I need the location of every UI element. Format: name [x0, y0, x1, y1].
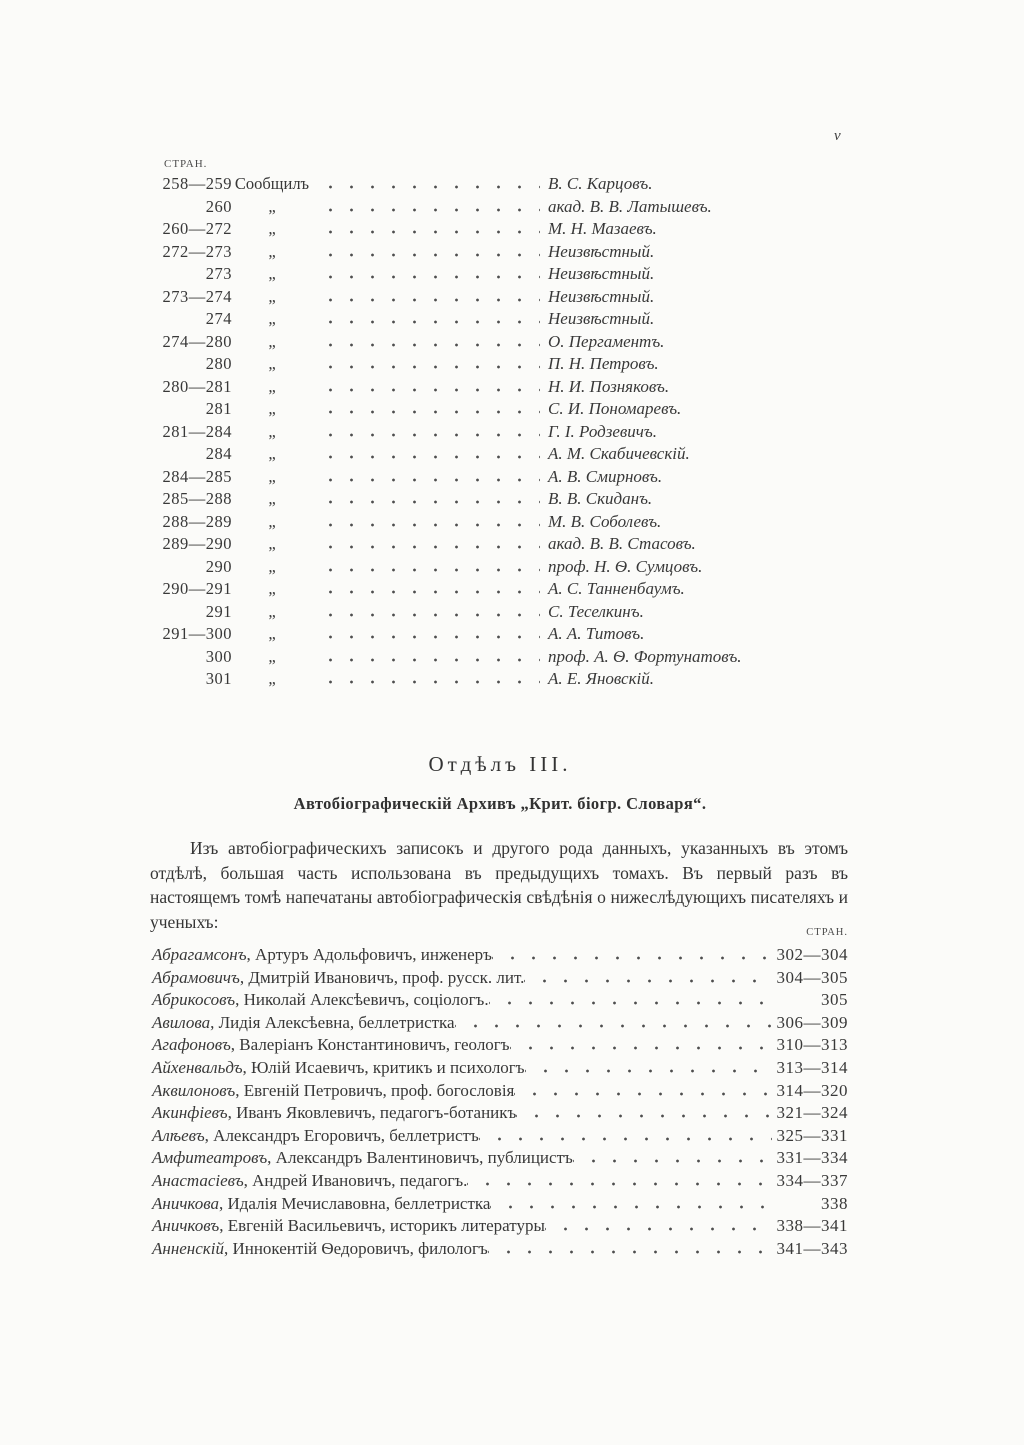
- contributor-name: проф. А. Ѳ. Фортунатовъ.: [548, 646, 742, 666]
- contributor-label: „: [268, 444, 276, 463]
- dot-leader: [312, 672, 540, 684]
- entry-row: [152, 1034, 848, 1057]
- contributor-label: „: [268, 466, 276, 486]
- entry-name: Айхенвальдъ: [152, 1057, 243, 1077]
- contributor-pages: 281—284: [162, 421, 232, 441]
- contributor-row: [160, 286, 820, 309]
- contributor-pages: 258—259: [162, 174, 232, 193]
- dot-leader: [514, 1084, 772, 1096]
- contributor-name: Н. И. Позняковъ.: [548, 376, 670, 396]
- contributor-row: [160, 241, 820, 264]
- contributor-label: „: [268, 399, 276, 418]
- entry-pages: 331—334: [776, 1148, 848, 1168]
- contributor-name: Неизвѣстный.: [548, 264, 655, 283]
- entry-name: Алѣевъ: [152, 1125, 205, 1145]
- contributor-pages: 280: [205, 354, 232, 373]
- entry-name: Абрагамсонъ: [152, 945, 247, 964]
- contributor-row: [160, 466, 820, 489]
- contributor-name: А. Е. Яновскій.: [548, 669, 655, 688]
- contributor-row: [160, 533, 820, 556]
- dot-leader: [312, 177, 540, 189]
- dot-leader: [312, 582, 540, 594]
- contributor-name: О. Пергаментъ.: [548, 331, 665, 351]
- contributor-row: [160, 196, 820, 219]
- entry-details: , Иванъ Яковлевичъ, педагогъ-ботаникъ: [227, 1103, 517, 1123]
- entry-details: , Валеріанъ Константиновичъ, геологъ: [230, 1035, 510, 1055]
- entry-row: [152, 1170, 848, 1193]
- contributor-label: „: [268, 646, 276, 666]
- entry-text: [152, 1012, 455, 1035]
- entry-name: Аничкова: [152, 1193, 219, 1213]
- dot-leader: [455, 1016, 772, 1028]
- entry-pages: 302—304: [776, 945, 848, 964]
- contributor-name: А. В. Смирновъ.: [548, 466, 663, 486]
- contributor-label: „: [268, 556, 276, 576]
- contributor-row: [160, 488, 820, 511]
- section-title: Отдѣлъ III.: [428, 752, 572, 776]
- entry-text: [152, 1080, 514, 1103]
- section-subtitle: Автобіографическій Архивъ „Крит. біогр. Словаря“.: [293, 794, 707, 813]
- dot-leader: [467, 1174, 772, 1186]
- contributor-pages: 289—290: [162, 534, 232, 553]
- dot-leader: [312, 605, 540, 617]
- entry-name: Абрамовичъ: [152, 967, 240, 987]
- contributor-name: В. С. Карцовъ.: [548, 174, 653, 193]
- contributor-name: В. В. Скиданъ.: [548, 489, 653, 508]
- entry-row: [152, 1080, 848, 1103]
- entry-pages: 305: [821, 990, 848, 1010]
- contributor-label: „: [268, 624, 276, 643]
- entry-details: , Артуръ Адольфовичъ, инженеръ: [246, 945, 492, 964]
- dot-leader: [489, 993, 772, 1005]
- entry-details: , Иннокентій Ѳедоровичъ, филологъ: [223, 1238, 488, 1258]
- entry-pages: 321—324: [776, 1103, 848, 1123]
- dot-leader: [312, 650, 540, 662]
- entry-name: Агафоновъ: [152, 1035, 231, 1055]
- entry-pages: 313—314: [776, 1057, 848, 1077]
- contributor-label: „: [268, 376, 276, 396]
- entry-details: , Николай Алексѣевичъ, соціологъ.: [235, 990, 489, 1010]
- contributor-name: проф. Н. Ѳ. Сумцовъ.: [548, 556, 703, 576]
- dot-leader: [312, 312, 540, 324]
- entry-details: , Андрей Ивановичъ, педагогъ.: [243, 1170, 468, 1190]
- contributor-row: [160, 376, 820, 399]
- dot-leader: [312, 560, 540, 572]
- contributor-row: [160, 601, 820, 624]
- dot-leader: [524, 971, 772, 983]
- entry-pages: 314—320: [776, 1080, 848, 1100]
- contributor-label: „: [268, 196, 276, 216]
- contributor-row: [160, 218, 820, 241]
- entry-details: , Евгеній Васильевичъ, историкъ литературы: [219, 1216, 545, 1236]
- contributor-label: „: [268, 264, 276, 283]
- contributor-row: [160, 263, 820, 286]
- entry-details: , Александръ Валентиновичъ, публицистъ: [267, 1148, 573, 1168]
- entry-pages: 325—331: [776, 1125, 848, 1145]
- page-folio: v: [834, 128, 841, 144]
- entry-details: , Александръ Егоровичъ, беллетристъ: [204, 1125, 479, 1145]
- entry-row: [152, 1125, 848, 1148]
- contributor-pages: 290—291: [162, 579, 232, 598]
- entry-row: [152, 1012, 848, 1035]
- entry-row: [152, 1215, 848, 1238]
- contributor-row: [160, 398, 820, 421]
- contributor-label: „: [268, 421, 276, 441]
- entry-row: [152, 1238, 848, 1261]
- entry-text: [152, 989, 489, 1012]
- dot-leader: [312, 402, 540, 414]
- entry-text: [152, 1034, 510, 1057]
- entry-name: Аквилоновъ: [152, 1080, 236, 1100]
- entry-text: [152, 1170, 467, 1193]
- dot-leader: [488, 1242, 772, 1254]
- entry-pages: 306—309: [776, 1012, 848, 1032]
- dot-leader: [312, 425, 540, 437]
- contributor-label: „: [268, 354, 276, 373]
- entry-text: [152, 1125, 479, 1148]
- contributor-pages: 274—280: [162, 331, 232, 351]
- contributor-pages: 284—285: [162, 466, 232, 486]
- entry-row: [152, 1057, 848, 1080]
- contributor-name: С. Теселкинъ.: [548, 601, 644, 621]
- dot-leader: [312, 470, 540, 482]
- contributor-name: А. А. Титовъ.: [548, 624, 645, 643]
- contributor-row: [160, 308, 820, 331]
- dot-leader: [525, 1061, 772, 1073]
- contributor-pages: 284: [205, 444, 232, 463]
- intro-paragraph: Изъ автобіографическихъ записокъ и другого рода данныхъ, указанныхъ въ этомъ отдѣлѣ, большая часть использована въ предыдущихъ томахъ. Въ первый разъ въ настоящемъ томѣ напечатаны автобіографическія свѣдѣнія о нижеслѣдующихъ писателяхъ и ученыхъ:: [150, 838, 848, 932]
- entry-text: [152, 1057, 525, 1080]
- contributor-pages: 301: [205, 669, 232, 688]
- entry-name: Абрикосовъ: [152, 990, 236, 1010]
- entry-text: [152, 967, 524, 990]
- contributor-pages: 281: [205, 399, 232, 418]
- entry-name: Аничковъ: [152, 1216, 220, 1236]
- entry-row: [152, 1147, 848, 1170]
- contributor-row: [160, 353, 820, 376]
- entry-name: Анненскій: [152, 1238, 224, 1258]
- entry-pages: 338: [821, 1193, 848, 1213]
- contributor-pages: 285—288: [162, 489, 232, 508]
- entry-text: [152, 1238, 488, 1261]
- contributor-row: [160, 668, 820, 691]
- contributor-name: А. С. Танненбаумъ.: [548, 579, 685, 598]
- dot-leader: [510, 1038, 772, 1050]
- entry-details: , Дмитрій Ивановичъ, проф. русск. лит.: [239, 967, 525, 987]
- dot-leader: [312, 357, 540, 369]
- contributor-name: А. М. Скабичевскій.: [548, 444, 690, 463]
- dot-leader: [492, 948, 772, 960]
- contributor-label: „: [268, 489, 276, 508]
- pages-column-header-top: СТРАН.: [164, 158, 208, 170]
- entry-text: [152, 1193, 490, 1216]
- entry-text: [152, 1147, 573, 1170]
- entry-name: Акинфіевъ: [152, 1103, 228, 1123]
- contributor-name: С. И. Пономаревъ.: [548, 399, 682, 418]
- dot-leader: [479, 1129, 772, 1141]
- contributor-label: „: [268, 601, 276, 621]
- dot-leader: [312, 290, 540, 302]
- contributor-pages: 273: [205, 264, 232, 283]
- contributor-name: П. Н. Петровъ.: [548, 354, 659, 373]
- contributor-row: [160, 173, 820, 196]
- entry-pages: 304—305: [776, 967, 848, 987]
- contributor-label: „: [268, 511, 276, 531]
- dot-leader: [312, 515, 540, 527]
- dot-leader: [312, 200, 540, 212]
- contributor-name: Неизвѣстный.: [548, 241, 655, 261]
- entry-name: Амфитеатровъ: [152, 1148, 268, 1168]
- entry-pages: 341—343: [776, 1238, 848, 1258]
- entry-pages: 310—313: [776, 1035, 848, 1055]
- contributor-name: М. В. Соболевъ.: [548, 511, 662, 531]
- contributor-pages: 260: [205, 196, 232, 216]
- contributor-pages: 291: [205, 601, 232, 621]
- contributor-label: „: [268, 534, 276, 553]
- entry-row: [152, 944, 848, 967]
- entry-details: , Евгеній Петровичъ, проф. богословія: [235, 1080, 515, 1100]
- dot-leader: [312, 627, 540, 639]
- dot-leader: [312, 380, 540, 392]
- dot-leader: [312, 267, 540, 279]
- dot-leader: [312, 537, 540, 549]
- contributor-name: акад. В. В. Стасовъ.: [548, 534, 696, 553]
- contributor-row: [160, 443, 820, 466]
- contributor-row: [160, 421, 820, 444]
- entry-details: , Юлій Исаевичъ, критикъ и психологъ: [242, 1057, 525, 1077]
- contributor-pages: 291—300: [162, 624, 232, 643]
- dot-leader: [490, 1197, 772, 1209]
- entry-text: [152, 1102, 516, 1125]
- contributor-label: „: [268, 219, 276, 238]
- dot-leader: [312, 222, 540, 234]
- contributor-row: [160, 578, 820, 601]
- contributor-pages: 260—272: [162, 219, 232, 238]
- contributor-label: „: [268, 241, 276, 261]
- entry-pages: 334—337: [776, 1170, 848, 1190]
- contributor-row: [160, 623, 820, 646]
- dot-leader: [312, 335, 540, 347]
- contributor-row: [160, 511, 820, 534]
- dot-leader: [573, 1151, 772, 1163]
- contributor-label: „: [268, 331, 276, 351]
- dot-leader: [545, 1219, 772, 1231]
- entry-row: [152, 1102, 848, 1125]
- dot-leader: [312, 447, 540, 459]
- contributor-label: „: [268, 579, 276, 598]
- entry-pages: 338—341: [776, 1216, 848, 1236]
- contributor-pages: 290: [205, 556, 232, 576]
- contributor-row: [160, 331, 820, 354]
- entry-text: [152, 944, 492, 967]
- contributor-name: акад. В. В. Латышевъ.: [548, 196, 712, 216]
- contributor-row: [160, 646, 820, 669]
- contributor-name: М. Н. Мазаевъ.: [548, 219, 657, 238]
- contributor-name: Г. І. Родзевичъ.: [548, 421, 657, 441]
- entry-row: [152, 1193, 848, 1216]
- entry-name: Авилова: [152, 1012, 211, 1032]
- contributor-pages: 280—281: [162, 376, 232, 396]
- dot-leader: [312, 245, 540, 257]
- contributor-pages: 300: [205, 646, 232, 666]
- contributor-pages: 274: [205, 309, 232, 328]
- contributor-pages: 273—274: [162, 286, 232, 306]
- contributor-label: „: [268, 309, 276, 328]
- contributor-row: [160, 556, 820, 579]
- contributor-name: Неизвѣстный.: [548, 286, 655, 306]
- contributor-label: „: [268, 286, 276, 306]
- contributors-list: [160, 173, 820, 691]
- entries-list: [152, 944, 848, 1260]
- entry-text: [152, 1215, 545, 1238]
- contributor-pages: 288—289: [162, 511, 232, 531]
- contributor-pages: 272—273: [162, 241, 232, 261]
- entry-row: [152, 967, 848, 990]
- entry-details: , Идалія Мечиславовна, беллетристка: [219, 1193, 491, 1213]
- dot-leader: [312, 492, 540, 504]
- entry-row: [152, 989, 848, 1012]
- contributor-name: Неизвѣстный.: [548, 309, 655, 328]
- entry-name: Анастасіевъ: [152, 1170, 244, 1190]
- pages-column-header-bottom: СТРАН.: [806, 927, 848, 938]
- dot-leader: [516, 1106, 772, 1118]
- entry-details: , Лидія Алексѣевна, беллетристка: [210, 1012, 455, 1032]
- contributor-label: „: [268, 669, 276, 688]
- contributor-label: Сообщилъ: [234, 174, 310, 193]
